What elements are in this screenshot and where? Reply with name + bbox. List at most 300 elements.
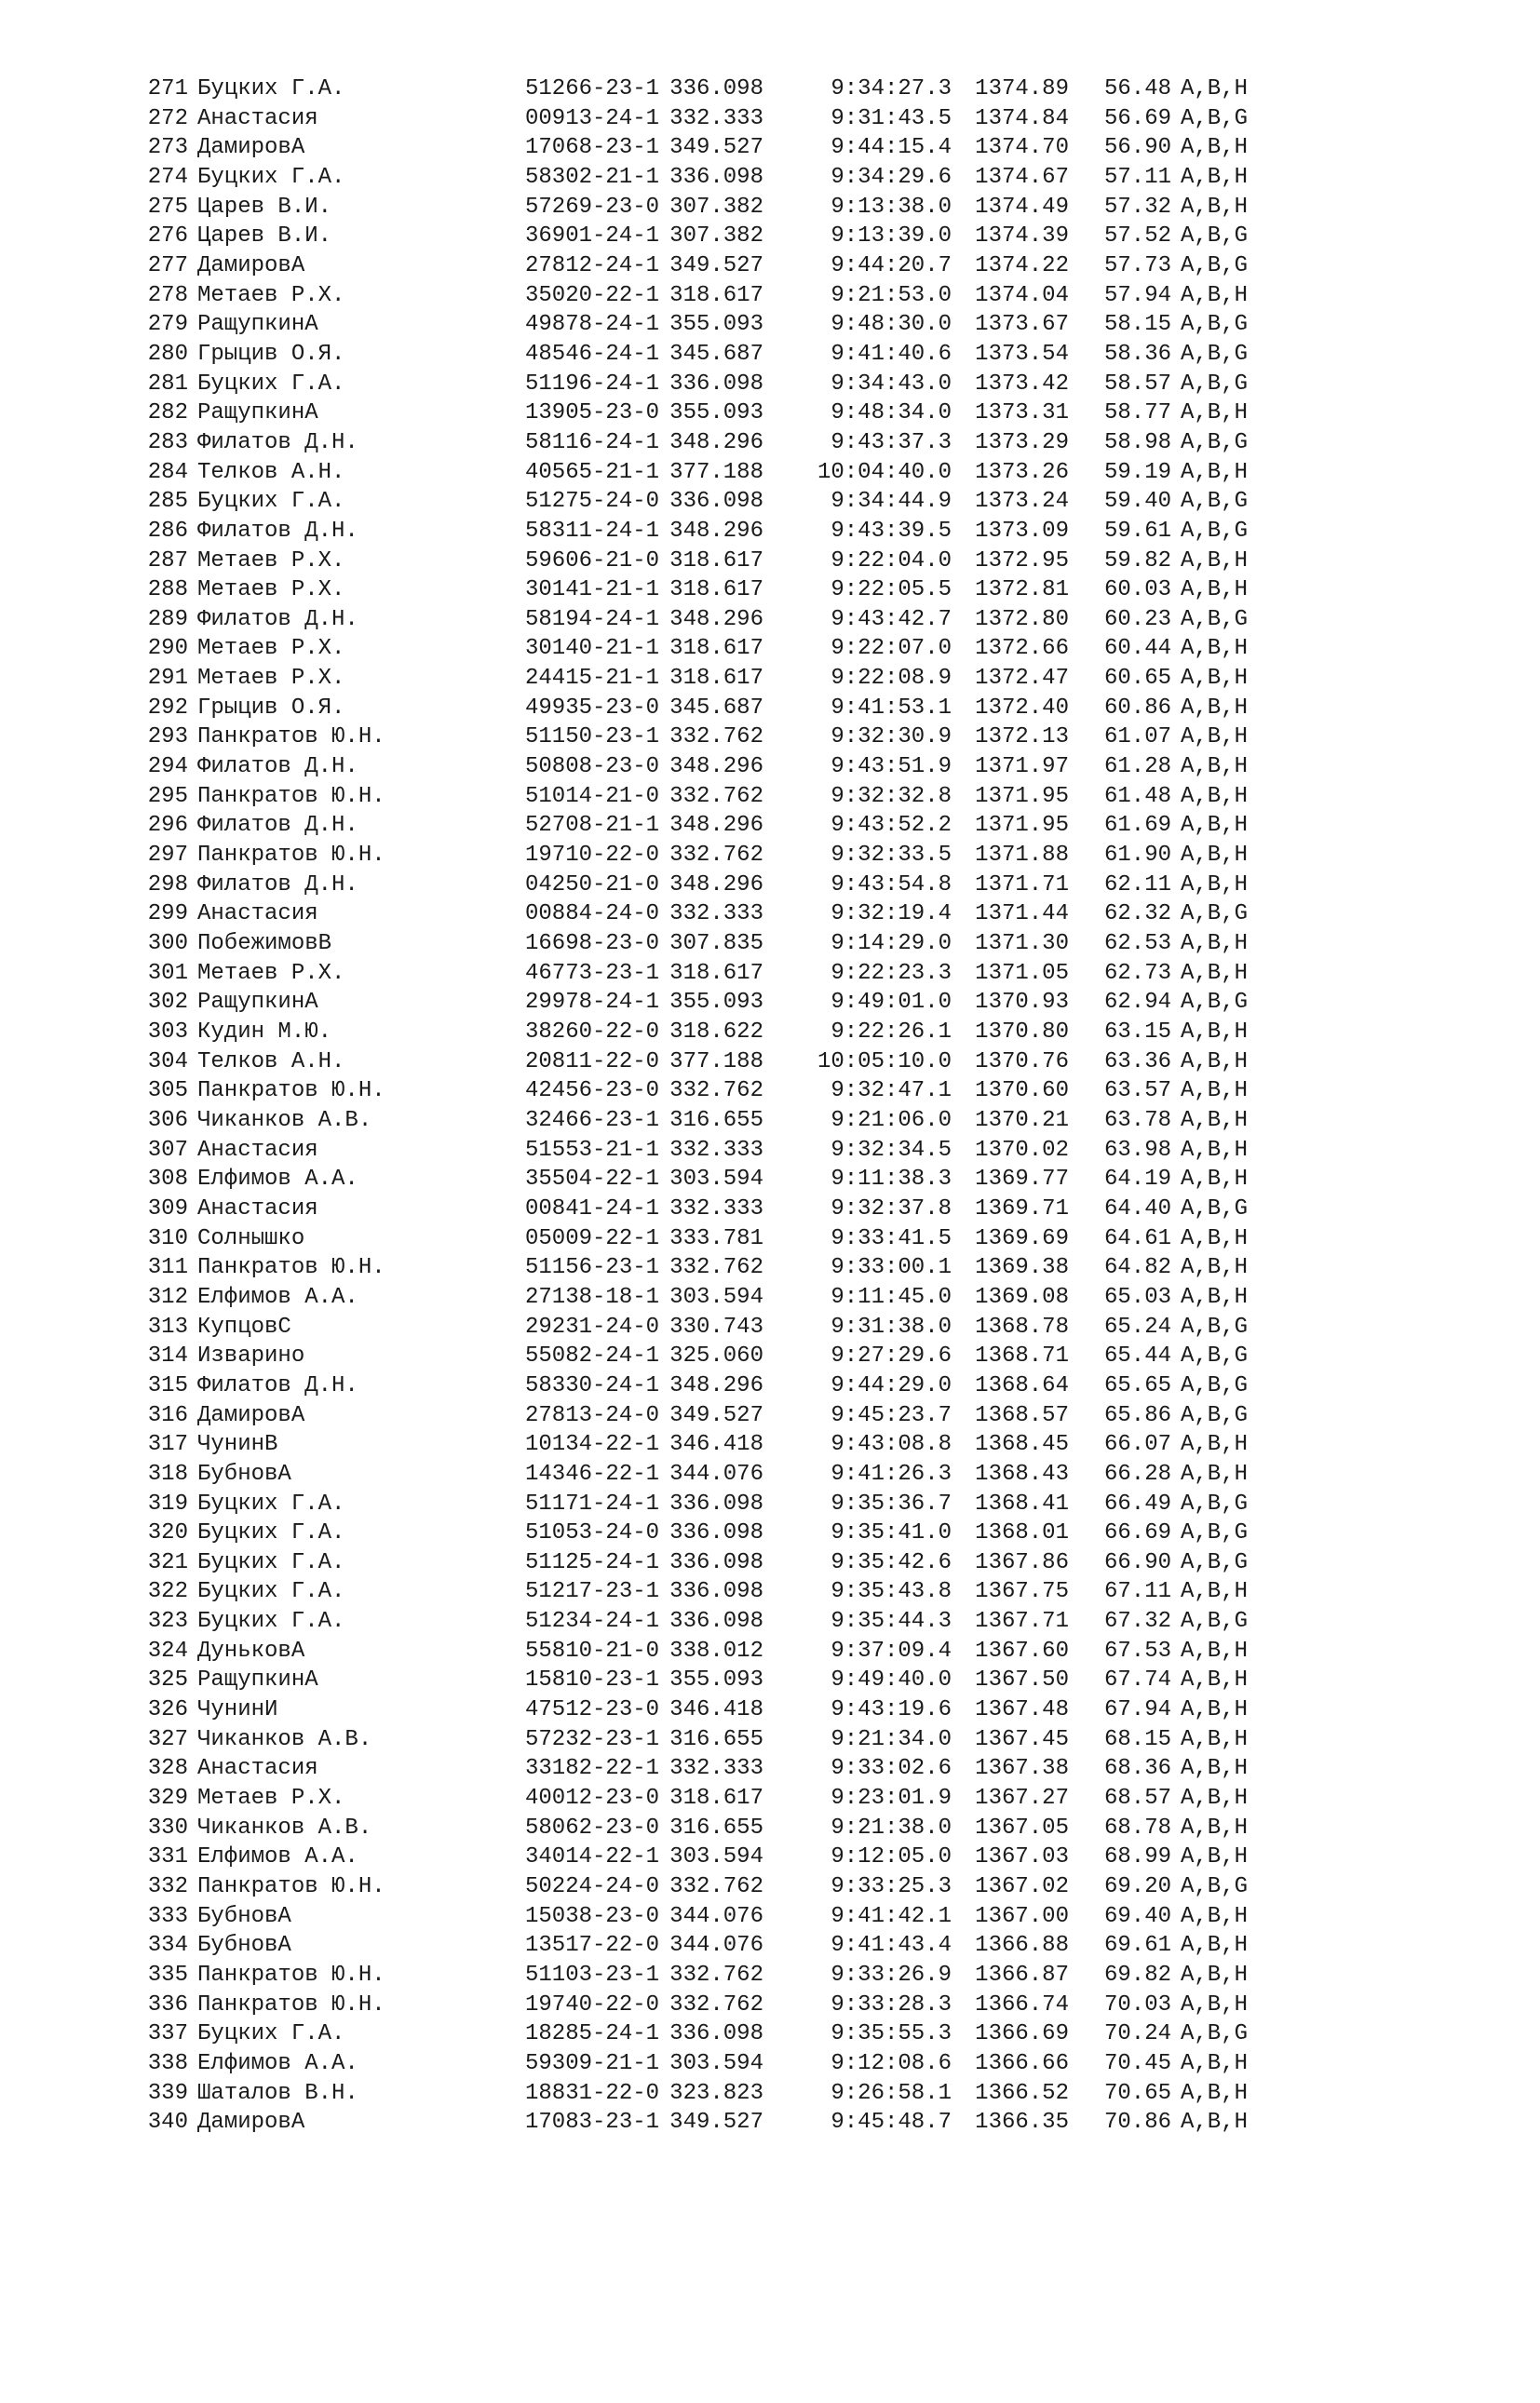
- ring-cell: 18285-24-1: [525, 2021, 660, 2047]
- coef-cell: 65.24: [1103, 1314, 1171, 1340]
- distance-cell: 303.594: [669, 1167, 763, 1193]
- category-cell: A,B,G: [1181, 1195, 1249, 1222]
- coef-cell: 57.11: [1103, 164, 1171, 190]
- table-row: [134, 1872, 1249, 1902]
- speed-cell: 1370.93: [975, 990, 1069, 1016]
- category-cell: A,B,G: [1181, 489, 1249, 515]
- place-cell: 299: [147, 901, 188, 927]
- name-cell: Буцких Г.А.: [197, 1609, 345, 1635]
- time-cell: 9:22:05.5: [831, 577, 952, 603]
- coef-cell: 66.49: [1103, 1491, 1171, 1517]
- name-cell: Грыцив О.Я.: [197, 695, 345, 721]
- name-cell: Панкратов Ю.Н.: [197, 1963, 385, 1988]
- speed-cell: 1366.88: [975, 1933, 1069, 1959]
- ring-cell: 00884-24-0: [525, 901, 660, 927]
- category-cell: A,B,H: [1181, 1255, 1249, 1281]
- ring-cell: 00841-24-1: [525, 1195, 660, 1222]
- ring-cell: 00913-24-1: [525, 105, 660, 131]
- category-cell: A,B,H: [1181, 1844, 1249, 1870]
- coef-cell: 63.57: [1103, 1078, 1171, 1104]
- category-cell: A,B,H: [1181, 1786, 1249, 1812]
- category-cell: A,B,G: [1181, 1609, 1249, 1635]
- table-row: [134, 694, 1249, 723]
- time-cell: 9:32:47.1: [831, 1078, 952, 1104]
- coef-cell: 69.61: [1103, 1933, 1171, 1959]
- distance-cell: 318.622: [669, 1019, 763, 1045]
- table-row: [134, 1991, 1249, 2020]
- time-cell: 9:33:26.9: [831, 1963, 952, 1988]
- speed-cell: 1373.31: [975, 400, 1069, 426]
- table-row: [134, 222, 1249, 251]
- coef-cell: 65.65: [1103, 1372, 1171, 1398]
- distance-cell: 316.655: [669, 1726, 763, 1752]
- place-cell: 281: [147, 371, 188, 397]
- distance-cell: 377.188: [669, 1048, 763, 1074]
- coef-cell: 63.78: [1103, 1107, 1171, 1133]
- coef-cell: 59.61: [1103, 518, 1171, 544]
- distance-cell: 332.762: [669, 1874, 763, 1900]
- speed-cell: 1370.76: [975, 1048, 1069, 1074]
- place-cell: 277: [147, 252, 188, 278]
- table-row: [134, 340, 1249, 370]
- distance-cell: 318.617: [669, 547, 763, 574]
- speed-cell: 1366.87: [975, 1963, 1069, 1988]
- ring-cell: 14346-22-1: [525, 1461, 660, 1487]
- name-cell: Буцких Г.А.: [197, 164, 345, 190]
- place-cell: 295: [147, 783, 188, 809]
- place-cell: 290: [147, 636, 188, 662]
- place-cell: 322: [147, 1579, 188, 1605]
- category-cell: A,B,H: [1181, 577, 1249, 603]
- ring-cell: 51103-23-1: [525, 1963, 660, 1988]
- distance-cell: 332.762: [669, 1255, 763, 1281]
- category-cell: A,B,H: [1181, 1461, 1249, 1487]
- place-cell: 313: [147, 1314, 188, 1340]
- time-cell: 9:34:43.0: [831, 371, 952, 397]
- name-cell: Панкратов Ю.Н.: [197, 1991, 385, 2018]
- coef-cell: 57.32: [1103, 194, 1171, 220]
- table-row: [134, 959, 1249, 989]
- time-cell: 9:48:30.0: [831, 312, 952, 338]
- category-cell: A,B,G: [1181, 1343, 1249, 1370]
- time-cell: 10:05:10.0: [817, 1048, 952, 1074]
- name-cell: Анастасия: [197, 105, 318, 131]
- time-cell: 9:22:07.0: [831, 636, 952, 662]
- time-cell: 9:34:44.9: [831, 489, 952, 515]
- coef-cell: 60.86: [1103, 695, 1171, 721]
- speed-cell: 1373.54: [975, 341, 1069, 367]
- ring-cell: 18831-22-0: [525, 2080, 660, 2106]
- category-cell: A,B,G: [1181, 105, 1249, 131]
- speed-cell: 1374.04: [975, 282, 1069, 308]
- distance-cell: 348.296: [669, 518, 763, 544]
- speed-cell: 1367.27: [975, 1786, 1069, 1812]
- time-cell: 9:33:00.1: [831, 1255, 952, 1281]
- ring-cell: 34014-22-1: [525, 1844, 660, 1870]
- distance-cell: 303.594: [669, 2050, 763, 2076]
- category-cell: A,B,H: [1181, 2110, 1249, 2136]
- coef-cell: 58.57: [1103, 371, 1171, 397]
- distance-cell: 303.594: [669, 1844, 763, 1870]
- name-cell: Елфимов А.А.: [197, 1844, 358, 1870]
- time-cell: 9:11:38.3: [831, 1167, 952, 1193]
- name-cell: Шаталов В.Н.: [197, 2080, 358, 2106]
- speed-cell: 1369.08: [975, 1284, 1069, 1310]
- speed-cell: 1370.02: [975, 1137, 1069, 1163]
- coef-cell: 57.52: [1103, 223, 1171, 250]
- distance-cell: 349.527: [669, 1402, 763, 1428]
- place-cell: 272: [147, 105, 188, 131]
- ring-cell: 29231-24-0: [525, 1314, 660, 1340]
- distance-cell: 349.527: [669, 2110, 763, 2136]
- name-cell: ДамировА: [197, 252, 305, 278]
- name-cell: Кудин М.Ю.: [197, 1019, 332, 1045]
- time-cell: 9:35:42.6: [831, 1549, 952, 1575]
- time-cell: 9:43:52.2: [831, 813, 952, 839]
- category-cell: A,B,G: [1181, 606, 1249, 632]
- coef-cell: 57.94: [1103, 282, 1171, 308]
- name-cell: Метаев Р.Х.: [197, 636, 345, 662]
- ring-cell: 35020-22-1: [525, 282, 660, 308]
- time-cell: 9:21:06.0: [831, 1107, 952, 1133]
- coef-cell: 65.03: [1103, 1284, 1171, 1310]
- place-cell: 325: [147, 1667, 188, 1694]
- distance-cell: 348.296: [669, 871, 763, 898]
- speed-cell: 1373.42: [975, 371, 1069, 397]
- name-cell: ЧунинВ: [197, 1432, 278, 1458]
- category-cell: A,B,H: [1181, 282, 1249, 308]
- speed-cell: 1372.13: [975, 724, 1069, 750]
- ring-cell: 10134-22-1: [525, 1432, 660, 1458]
- table-row: [134, 752, 1249, 782]
- place-cell: 300: [147, 931, 188, 957]
- time-cell: 9:33:28.3: [831, 1991, 952, 2018]
- place-cell: 302: [147, 990, 188, 1016]
- name-cell: Панкратов Ю.Н.: [197, 843, 385, 869]
- name-cell: ДамировА: [197, 2110, 305, 2136]
- place-cell: 314: [147, 1343, 188, 1370]
- time-cell: 9:32:19.4: [831, 901, 952, 927]
- speed-cell: 1369.69: [975, 1225, 1069, 1251]
- coef-cell: 65.86: [1103, 1402, 1171, 1428]
- ring-cell: 30140-21-1: [525, 636, 660, 662]
- speed-cell: 1368.71: [975, 1343, 1069, 1370]
- time-cell: 9:22:23.3: [831, 960, 952, 986]
- table-row: [134, 310, 1249, 340]
- place-cell: 330: [147, 1815, 188, 1841]
- name-cell: Буцких Г.А.: [197, 1579, 345, 1605]
- place-cell: 307: [147, 1137, 188, 1163]
- name-cell: Панкратов Ю.Н.: [197, 783, 385, 809]
- place-cell: 335: [147, 1963, 188, 1988]
- speed-cell: 1374.84: [975, 105, 1069, 131]
- ring-cell: 38260-22-0: [525, 1019, 660, 1045]
- speed-cell: 1367.38: [975, 1756, 1069, 1782]
- table-row: [134, 841, 1249, 871]
- category-cell: A,B,G: [1181, 1520, 1249, 1546]
- ring-cell: 33182-22-1: [525, 1756, 660, 1782]
- category-cell: A,B,G: [1181, 371, 1249, 397]
- table-row: [134, 1784, 1249, 1814]
- category-cell: A,B,H: [1181, 666, 1249, 692]
- ring-cell: 48546-24-1: [525, 341, 660, 367]
- distance-cell: 318.617: [669, 1786, 763, 1812]
- speed-cell: 1367.02: [975, 1874, 1069, 1900]
- place-cell: 288: [147, 577, 188, 603]
- table-row: [134, 782, 1249, 812]
- place-cell: 293: [147, 724, 188, 750]
- coef-cell: 68.99: [1103, 1844, 1171, 1870]
- coef-cell: 56.48: [1103, 76, 1171, 101]
- coef-cell: 60.65: [1103, 666, 1171, 692]
- distance-cell: 338.012: [669, 1638, 763, 1664]
- time-cell: 9:33:02.6: [831, 1756, 952, 1782]
- name-cell: Анастасия: [197, 1195, 318, 1222]
- place-cell: 318: [147, 1461, 188, 1487]
- category-cell: A,B,H: [1181, 194, 1249, 220]
- category-cell: A,B,H: [1181, 843, 1249, 869]
- coef-cell: 60.23: [1103, 606, 1171, 632]
- name-cell: Елфимов А.А.: [197, 2050, 358, 2076]
- coef-cell: 70.03: [1103, 1991, 1171, 2018]
- category-cell: A,B,H: [1181, 636, 1249, 662]
- time-cell: 9:43:08.8: [831, 1432, 952, 1458]
- coef-cell: 68.78: [1103, 1815, 1171, 1841]
- category-cell: A,B,H: [1181, 1667, 1249, 1694]
- table-row: [134, 1018, 1249, 1047]
- table-row: [134, 1136, 1249, 1166]
- speed-cell: 1368.78: [975, 1314, 1069, 1340]
- place-cell: 326: [147, 1697, 188, 1723]
- category-cell: A,B,H: [1181, 871, 1249, 898]
- name-cell: ПобежимовВ: [197, 931, 332, 957]
- category-cell: A,B,H: [1181, 1107, 1249, 1133]
- place-cell: 327: [147, 1726, 188, 1752]
- ring-cell: 04250-21-0: [525, 871, 660, 898]
- place-cell: 323: [147, 1609, 188, 1635]
- category-cell: A,B,G: [1181, 341, 1249, 367]
- name-cell: Елфимов А.А.: [197, 1284, 358, 1310]
- place-cell: 334: [147, 1933, 188, 1959]
- coef-cell: 60.03: [1103, 577, 1171, 603]
- results-table: [134, 74, 1249, 2138]
- table-row: [134, 1460, 1249, 1490]
- category-cell: A,B,H: [1181, 1019, 1249, 1045]
- category-cell: A,B,G: [1181, 429, 1249, 455]
- distance-cell: 332.762: [669, 1078, 763, 1104]
- speed-cell: 1369.38: [975, 1255, 1069, 1281]
- name-cell: Телков А.Н.: [197, 459, 345, 485]
- speed-cell: 1372.81: [975, 577, 1069, 603]
- ring-cell: 51014-21-0: [525, 783, 660, 809]
- name-cell: Метаев Р.Х.: [197, 282, 345, 308]
- coef-cell: 56.90: [1103, 135, 1171, 161]
- place-cell: 280: [147, 341, 188, 367]
- time-cell: 9:23:01.9: [831, 1786, 952, 1812]
- coef-cell: 66.90: [1103, 1549, 1171, 1575]
- time-cell: 9:33:25.3: [831, 1874, 952, 1900]
- table-row: [134, 1490, 1249, 1519]
- table-row: [134, 2079, 1249, 2109]
- table-row: [134, 2019, 1249, 2049]
- place-cell: 328: [147, 1756, 188, 1782]
- speed-cell: 1373.24: [975, 489, 1069, 515]
- ring-cell: 19710-22-0: [525, 843, 660, 869]
- category-cell: A,B,G: [1181, 901, 1249, 927]
- ring-cell: 49878-24-1: [525, 312, 660, 338]
- speed-cell: 1367.60: [975, 1638, 1069, 1664]
- ring-cell: 51275-24-0: [525, 489, 660, 515]
- speed-cell: 1368.01: [975, 1520, 1069, 1546]
- category-cell: A,B,H: [1181, 2080, 1249, 2106]
- ring-cell: 20811-22-0: [525, 1048, 660, 1074]
- speed-cell: 1367.45: [975, 1726, 1069, 1752]
- distance-cell: 345.687: [669, 695, 763, 721]
- time-cell: 9:43:51.9: [831, 754, 952, 780]
- place-cell: 301: [147, 960, 188, 986]
- time-cell: 9:22:04.0: [831, 547, 952, 574]
- category-cell: A,B,H: [1181, 1579, 1249, 1605]
- ring-cell: 36901-24-1: [525, 223, 660, 250]
- place-cell: 340: [147, 2110, 188, 2136]
- distance-cell: 348.296: [669, 754, 763, 780]
- coef-cell: 67.32: [1103, 1609, 1171, 1635]
- place-cell: 337: [147, 2021, 188, 2047]
- place-cell: 274: [147, 164, 188, 190]
- distance-cell: 344.076: [669, 1933, 763, 1959]
- category-cell: A,B,H: [1181, 931, 1249, 957]
- ring-cell: 57269-23-0: [525, 194, 660, 220]
- ring-cell: 58311-24-1: [525, 518, 660, 544]
- name-cell: Панкратов Ю.Н.: [197, 1255, 385, 1281]
- coef-cell: 70.24: [1103, 2021, 1171, 2047]
- table-row: [134, 1342, 1249, 1371]
- name-cell: Буцких Г.А.: [197, 1549, 345, 1575]
- category-cell: A,B,H: [1181, 547, 1249, 574]
- name-cell: Солнышко: [197, 1225, 305, 1251]
- name-cell: Метаев Р.Х.: [197, 960, 345, 986]
- time-cell: 9:21:34.0: [831, 1726, 952, 1752]
- name-cell: ДамировА: [197, 135, 305, 161]
- speed-cell: 1370.80: [975, 1019, 1069, 1045]
- category-cell: A,B,H: [1181, 1726, 1249, 1752]
- speed-cell: 1366.74: [975, 1991, 1069, 2018]
- place-cell: 291: [147, 666, 188, 692]
- place-cell: 320: [147, 1520, 188, 1546]
- time-cell: 9:41:42.1: [831, 1903, 952, 1929]
- table-row: [134, 74, 1249, 104]
- speed-cell: 1366.35: [975, 2110, 1069, 2136]
- coef-cell: 63.36: [1103, 1048, 1171, 1074]
- ring-cell: 51234-24-1: [525, 1609, 660, 1635]
- distance-cell: 355.093: [669, 1667, 763, 1694]
- distance-cell: 336.098: [669, 1520, 763, 1546]
- table-row: [134, 1313, 1249, 1343]
- category-cell: A,B,H: [1181, 459, 1249, 485]
- distance-cell: 323.823: [669, 2080, 763, 2106]
- coef-cell: 62.73: [1103, 960, 1171, 986]
- ring-cell: 19740-22-0: [525, 1991, 660, 2018]
- time-cell: 9:44:20.7: [831, 252, 952, 278]
- place-cell: 273: [147, 135, 188, 161]
- time-cell: 9:32:32.8: [831, 783, 952, 809]
- time-cell: 9:22:08.9: [831, 666, 952, 692]
- time-cell: 9:32:30.9: [831, 724, 952, 750]
- name-cell: Филатов Д.Н.: [197, 1372, 358, 1398]
- place-cell: 310: [147, 1225, 188, 1251]
- distance-cell: 348.296: [669, 429, 763, 455]
- speed-cell: 1368.41: [975, 1491, 1069, 1517]
- coef-cell: 67.74: [1103, 1667, 1171, 1694]
- name-cell: Чиканков А.В.: [197, 1107, 372, 1133]
- distance-cell: 336.098: [669, 164, 763, 190]
- name-cell: Изварино: [197, 1343, 305, 1370]
- category-cell: A,B,G: [1181, 2021, 1249, 2047]
- name-cell: Панкратов Ю.Н.: [197, 1078, 385, 1104]
- ring-cell: 51196-24-1: [525, 371, 660, 397]
- place-cell: 285: [147, 489, 188, 515]
- distance-cell: 346.418: [669, 1697, 763, 1723]
- time-cell: 9:27:29.6: [831, 1343, 952, 1370]
- distance-cell: 316.655: [669, 1107, 763, 1133]
- table-row: [134, 1430, 1249, 1460]
- table-row: [134, 1283, 1249, 1313]
- category-cell: A,B,H: [1181, 813, 1249, 839]
- place-cell: 289: [147, 606, 188, 632]
- time-cell: 9:43:54.8: [831, 871, 952, 898]
- speed-cell: 1367.50: [975, 1667, 1069, 1694]
- name-cell: БубновА: [197, 1461, 291, 1487]
- name-cell: ДуньковА: [197, 1638, 305, 1664]
- speed-cell: 1374.22: [975, 252, 1069, 278]
- category-cell: A,B,H: [1181, 724, 1249, 750]
- ring-cell: 58194-24-1: [525, 606, 660, 632]
- distance-cell: 336.098: [669, 2021, 763, 2047]
- place-cell: 311: [147, 1255, 188, 1281]
- ring-cell: 05009-22-1: [525, 1225, 660, 1251]
- name-cell: Панкратов Ю.Н.: [197, 1874, 385, 1900]
- name-cell: БубновА: [197, 1903, 291, 1929]
- time-cell: 9:11:45.0: [831, 1284, 952, 1310]
- time-cell: 9:49:40.0: [831, 1667, 952, 1694]
- distance-cell: 307.835: [669, 931, 763, 957]
- ring-cell: 58062-23-0: [525, 1815, 660, 1841]
- category-cell: A,B,H: [1181, 1933, 1249, 1959]
- coef-cell: 70.65: [1103, 2080, 1171, 2106]
- speed-cell: 1367.71: [975, 1609, 1069, 1635]
- ring-cell: 17083-23-1: [525, 2110, 660, 2136]
- time-cell: 9:33:41.5: [831, 1225, 952, 1251]
- place-cell: 282: [147, 400, 188, 426]
- speed-cell: 1374.89: [975, 76, 1069, 101]
- table-row: [134, 458, 1249, 488]
- distance-cell: 349.527: [669, 135, 763, 161]
- coef-cell: 64.82: [1103, 1255, 1171, 1281]
- time-cell: 9:41:53.1: [831, 695, 952, 721]
- speed-cell: 1368.45: [975, 1432, 1069, 1458]
- table-row: [134, 1637, 1249, 1667]
- speed-cell: 1372.40: [975, 695, 1069, 721]
- ring-cell: 35504-22-1: [525, 1167, 660, 1193]
- time-cell: 9:44:29.0: [831, 1372, 952, 1398]
- table-row: [134, 1577, 1249, 1607]
- speed-cell: 1367.03: [975, 1844, 1069, 1870]
- coef-cell: 66.28: [1103, 1461, 1171, 1487]
- place-cell: 298: [147, 871, 188, 898]
- place-cell: 312: [147, 1284, 188, 1310]
- speed-cell: 1371.44: [975, 901, 1069, 927]
- name-cell: БубновА: [197, 1933, 291, 1959]
